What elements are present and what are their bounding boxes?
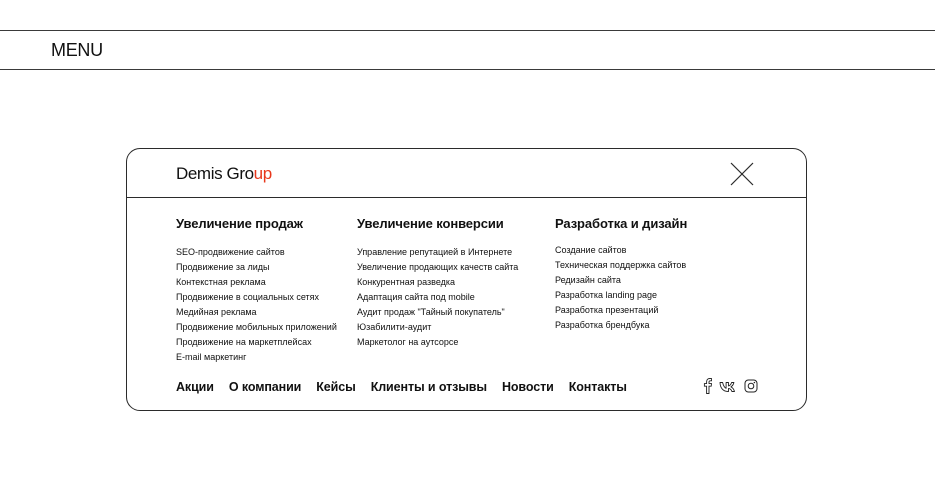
menu-link[interactable]: Разработка брендбука: [555, 320, 650, 330]
menu-link[interactable]: Увеличение продающих качеств сайта: [357, 262, 519, 272]
header-bottom-line: [0, 69, 935, 70]
logo-text: Demis Gro: [176, 164, 254, 183]
footer-nav: [176, 380, 642, 394]
menu-link[interactable]: Редизайн сайта: [555, 275, 621, 285]
nav-link-contacts[interactable]: Контакты: [568, 380, 627, 394]
instagram-icon[interactable]: [744, 379, 758, 398]
menu-link[interactable]: E-mail маркетинг: [176, 352, 247, 362]
nav-link-promotions[interactable]: Акции: [176, 380, 214, 394]
column-title: Увеличение конверсии: [357, 216, 504, 231]
column-sales: [176, 216, 337, 365]
menu-link[interactable]: SEO-продвижение сайтов: [176, 247, 285, 257]
nav-link-news[interactable]: Новости: [501, 380, 554, 394]
column-list: [357, 245, 518, 350]
close-button[interactable]: [730, 162, 754, 186]
menu-link[interactable]: Контекстная реклама: [176, 277, 266, 287]
panel-divider: [127, 197, 806, 198]
column-title: Разработка и дизайн: [555, 216, 688, 231]
menu-title[interactable]: MENU: [51, 40, 103, 60]
vk-icon[interactable]: [719, 380, 738, 398]
facebook-icon[interactable]: [703, 378, 712, 399]
logo[interactable]: [176, 164, 272, 184]
menu-link[interactable]: Продвижение на маркетплейсах: [176, 337, 312, 347]
menu-link[interactable]: Создание сайтов: [555, 245, 627, 255]
column-list: [555, 243, 687, 333]
menu-link[interactable]: Медийная реклама: [176, 307, 257, 317]
menu-link[interactable]: Адаптация сайта под mobile: [357, 292, 475, 302]
menu-link[interactable]: Техническая поддержка сайтов: [555, 260, 687, 270]
menu-link[interactable]: Продвижение мобильных приложений: [176, 322, 337, 332]
menu-link[interactable]: Конкурентная разведка: [357, 277, 456, 287]
social-links: [703, 378, 758, 399]
close-icon: [730, 162, 754, 186]
menu-link[interactable]: Продвижение в социальных сетях: [176, 292, 320, 302]
column-list: [176, 245, 337, 365]
header-top-line: [0, 30, 935, 31]
nav-link-clients[interactable]: Клиенты и отзывы: [370, 380, 487, 394]
logo-accent-text: up: [253, 164, 272, 183]
nav-link-about[interactable]: О компании: [228, 380, 302, 394]
menu-link[interactable]: Разработка презентаций: [555, 305, 659, 315]
column-development: [555, 216, 687, 333]
menu-panel: [126, 148, 807, 411]
menu-link[interactable]: Управление репутацией в Интернете: [357, 247, 513, 257]
menu-link[interactable]: Разработка landing page: [555, 290, 658, 300]
column-title: Увеличение продаж: [176, 216, 303, 231]
menu-link[interactable]: Маркетолог на аутсорсе: [357, 337, 459, 347]
nav-link-cases[interactable]: Кейсы: [316, 380, 356, 394]
column-conversion: [357, 216, 518, 350]
menu-link[interactable]: Юзабилити-аудит: [357, 322, 432, 332]
menu-link[interactable]: Продвижение за лиды: [176, 262, 270, 272]
menu-link[interactable]: Аудит продаж "Тайный покупатель": [357, 307, 505, 317]
